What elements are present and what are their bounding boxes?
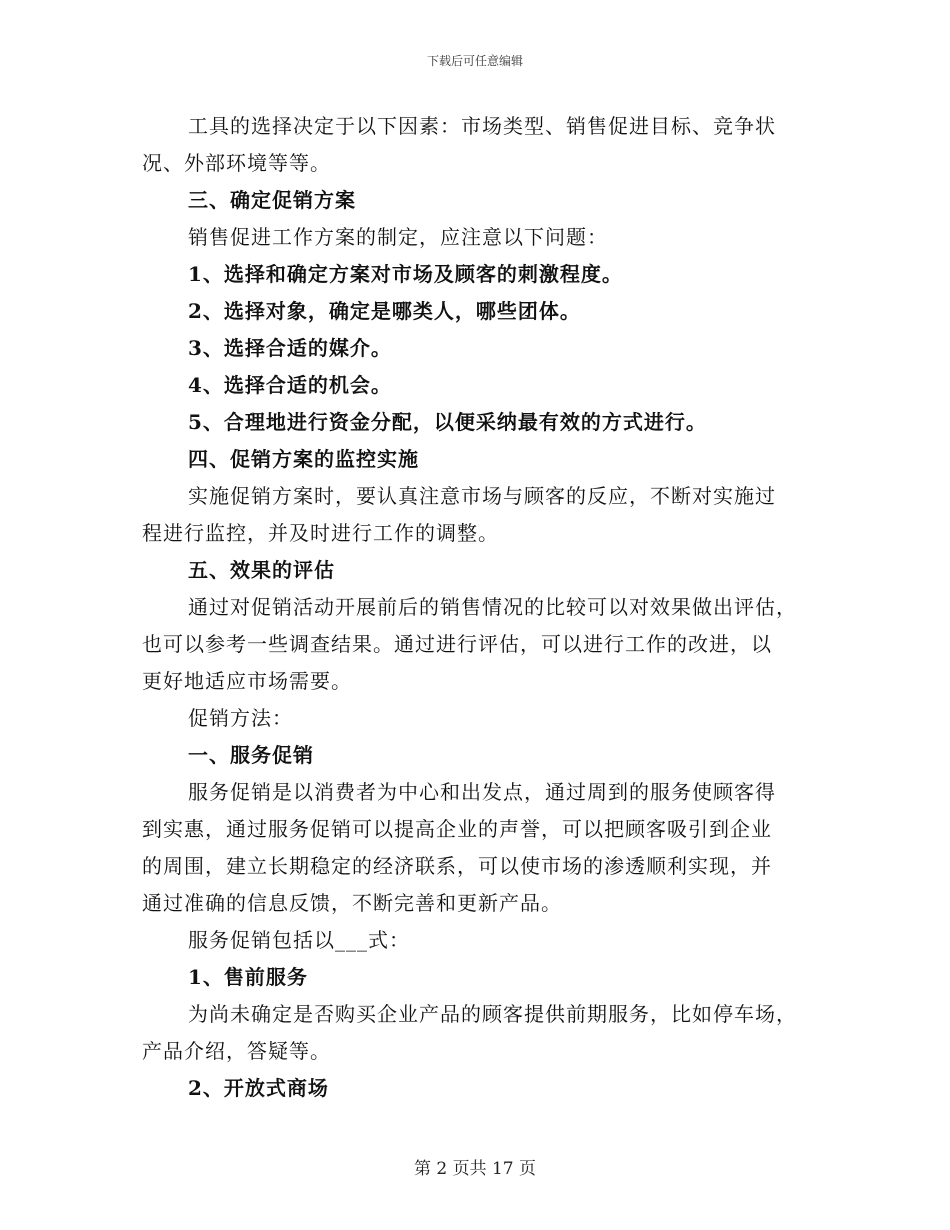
- paragraph-line: 销售促进工作方案的制定，应注意以下问题：: [188, 225, 608, 249]
- paragraph-line: 到实惠，通过服务促销可以提高企业的声誉，可以把顾客吸引到企业: [142, 817, 772, 841]
- paragraph-line: 况、外部环境等等。: [142, 151, 331, 175]
- section-heading: 一、服务促销: [188, 743, 314, 767]
- paragraph-line: 程进行监控，并及时进行工作的调整。: [142, 521, 499, 545]
- list-item: 3、选择合适的媒介。: [188, 336, 392, 360]
- paragraph-line: 实施促销方案时，要认真注意市场与顾客的反应，不断对实施过: [188, 484, 776, 508]
- paragraph-line: 产品介绍，答疑等。: [142, 1039, 331, 1063]
- paragraph-line: 服务促销是以消费者为中心和出发点，通过周到的服务使顾客得: [188, 780, 776, 804]
- list-item: 5、合理地进行资金分配，以便采纳最有效的方式进行。: [188, 410, 707, 434]
- list-item: 1、选择和确定方案对市场及顾客的刺激程度。: [188, 262, 623, 286]
- paragraph-line: 的周围，建立长期稳定的经济联系，可以使市场的渗透顺利实现，并: [142, 854, 772, 878]
- page-header-note: 下载后可任意编辑: [426, 54, 523, 68]
- list-item: 4、选择合适的机会。: [188, 373, 392, 397]
- subsection-heading: 1、售前服务: [188, 965, 308, 989]
- paragraph-line: 更好地适应市场需要。: [142, 669, 352, 693]
- list-item: 2、选择对象，确定是哪类人，哪些团体。: [188, 299, 581, 323]
- section-heading: 五、效果的评估: [188, 558, 335, 582]
- paragraph-line: 通过准确的信息反馈，不断完善和更新产品。: [142, 891, 562, 915]
- subsection-heading: 2、开放式商场: [188, 1076, 329, 1100]
- section-heading: 四、促销方案的监控实施: [188, 447, 419, 471]
- document-body: [142, 108, 808, 1107]
- paragraph-line: 也可以参考一些调查结果。通过进行评估，可以进行工作的改进，以: [142, 632, 772, 656]
- paragraph-line: 为尚未确定是否购买企业产品的顾客提供前期服务，比如停车场，: [188, 1002, 797, 1026]
- page-footer-number: 第 2 页共 17 页: [413, 1159, 537, 1179]
- paragraph-line: 工具的选择决定于以下因素：市场类型、销售促进目标、竞争状: [188, 114, 776, 138]
- section-heading: 三、确定促销方案: [188, 188, 356, 212]
- paragraph-line: 通过对促销活动开展前后的销售情况的比较可以对效果做出评估，: [188, 595, 797, 619]
- paragraph-line: 促销方法：: [188, 706, 293, 730]
- paragraph-line: 服务促销包括以___式：: [188, 928, 410, 952]
